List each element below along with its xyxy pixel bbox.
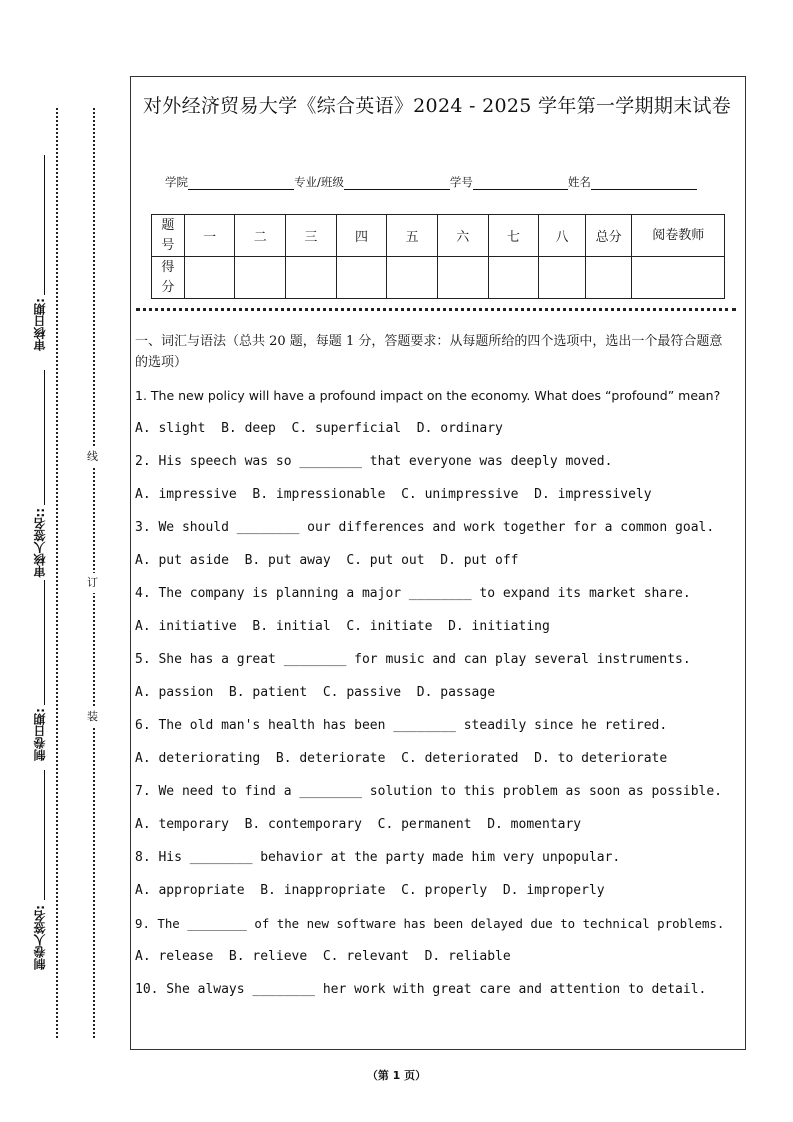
score-cell[interactable] <box>387 257 438 299</box>
reviewer-signature-label: 审核人签名:: <box>33 508 47 578</box>
score-col-5: 五 <box>387 215 438 257</box>
options-1: A. slight B. deep C. superficial D. ordinary <box>135 421 503 436</box>
paper-date-line <box>44 580 45 705</box>
score-col-total: 总分 <box>585 215 632 257</box>
score-cell[interactable] <box>184 257 235 299</box>
question-section <box>135 331 735 1012</box>
options-9: A. release B. relieve C. relevant D. reliable <box>135 949 511 964</box>
score-col-grader: 阅卷教师 <box>632 215 725 257</box>
student-info-row <box>165 174 697 190</box>
info-label-major-class: 专业/班级 <box>294 175 344 189</box>
score-col-3: 三 <box>286 215 337 257</box>
options-4: A. initiative B. initial C. initiate D. initiating <box>135 619 550 634</box>
question-6: 6. The old man's health has been ________ steadily since he retired. <box>135 718 668 733</box>
info-label-student-id: 学号 <box>449 175 473 189</box>
major-class-input-line[interactable] <box>344 177 450 190</box>
review-date-line <box>44 155 45 295</box>
score-cell[interactable] <box>488 257 539 299</box>
binding-mark-staple: 订 <box>87 573 98 593</box>
reviewer-signature-line <box>44 370 45 505</box>
score-cell-grader[interactable] <box>632 257 725 299</box>
options-2: A. impressive B. impressionable C. unimpressive D. impressively <box>135 487 652 502</box>
paper-date-label: 制卷日期: <box>33 708 47 761</box>
options-8: A. appropriate B. inappropriate C. properly D. improperly <box>135 883 605 898</box>
name-input-line[interactable] <box>591 177 697 190</box>
score-cell[interactable] <box>539 257 586 299</box>
score-table <box>151 214 725 299</box>
question-7: 7. We need to find a ________ solution to this problem as soon as possible. <box>135 784 722 799</box>
binding-mark-line: 线 <box>87 447 98 467</box>
question-9: 9. The ________ of the new software has been delayed due to technical problems. <box>135 916 725 931</box>
review-date-label: 审核日期: <box>33 298 47 351</box>
page-footer: （第 1 页） <box>366 1069 427 1082</box>
score-cell-total[interactable] <box>585 257 632 299</box>
question-4: 4. The company is planning a major ________ to expand its market share. <box>135 586 691 601</box>
question-5: 5. She has a great ________ for music and can play several instruments. <box>135 652 691 667</box>
score-cell[interactable] <box>235 257 286 299</box>
options-5: A. passion B. patient C. passive D. passage <box>135 685 496 700</box>
college-input-line[interactable] <box>188 177 294 190</box>
dotted-separator <box>136 308 736 311</box>
question-3: 3. We should ________ our differences and work together for a common goal. <box>135 520 715 535</box>
section-title: 一、词汇与语法（总共 20 题，每题 1 分，答题要求：从每题所给的四个选项中，选出一个最符合题意的选项） <box>135 334 723 370</box>
question-2: 2. His speech was so ________ that everyone was deeply moved. <box>135 454 613 469</box>
score-row-header: 得分 <box>152 257 185 299</box>
question-number-header: 题号 <box>152 215 185 257</box>
score-col-4: 四 <box>336 215 387 257</box>
score-col-7: 七 <box>488 215 539 257</box>
question-8: 8. His ________ behavior at the party made him very unpopular. <box>135 850 621 865</box>
options-3: A. put aside B. put away C. put out D. put off <box>135 553 519 568</box>
score-col-1: 一 <box>184 215 235 257</box>
paper-maker-signature-line <box>44 770 45 900</box>
info-label-name: 姓名 <box>567 175 591 189</box>
margin-dotted-line-outer <box>56 108 58 1038</box>
options-7: A. temporary B. contemporary C. permanent D. momentary <box>135 817 582 832</box>
student-id-input-line[interactable] <box>473 177 568 190</box>
score-cell[interactable] <box>286 257 337 299</box>
question-1: 1. The new policy will have a profound impact on the economy. What does “profound” mean? <box>135 388 721 403</box>
score-col-2: 二 <box>235 215 286 257</box>
score-cell[interactable] <box>437 257 488 299</box>
info-label-college: 学院 <box>165 175 188 189</box>
question-10: 10. She always ________ her work with great care and attention to detail. <box>135 982 707 997</box>
page-title: 对外经济贸易大学《综合英语》2024 - 2025 学年第一学期期末试卷 <box>142 95 732 117</box>
binding-mark-bind: 装 <box>87 707 98 727</box>
score-cell[interactable] <box>336 257 387 299</box>
paper-maker-signature-label: 制卷人签名: <box>33 905 47 970</box>
options-6: A. deteriorating B. deteriorate C. deteriorated D. to deteriorate <box>135 751 668 766</box>
score-col-8: 八 <box>539 215 586 257</box>
score-col-6: 六 <box>437 215 488 257</box>
